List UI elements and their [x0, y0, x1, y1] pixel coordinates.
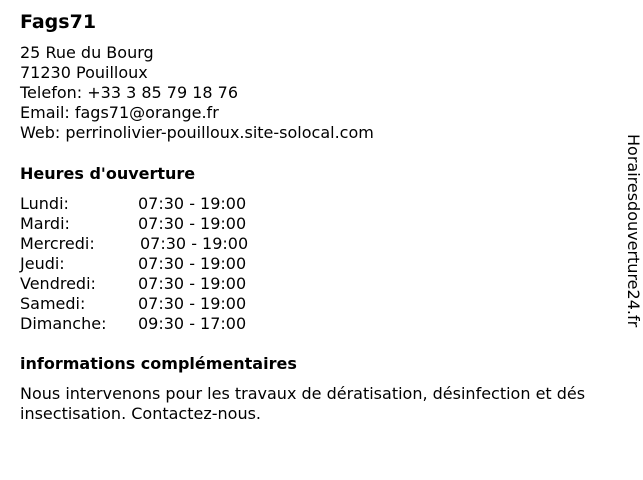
- business-name: Fags71: [20, 11, 97, 33]
- site-watermark: Horairesdouverture24.fr: [624, 134, 643, 328]
- hours-day: Vendredi:: [20, 274, 96, 293]
- description-line: insectisation. Contactez-nous.: [20, 404, 261, 423]
- hours-time: 07:30 - 19:00: [138, 274, 247, 293]
- city-address: 71230 Pouilloux: [20, 63, 148, 82]
- hours-day: Lundi:: [20, 194, 69, 213]
- additional-info-heading: informations complémentaires: [20, 354, 297, 373]
- hours-time: 09:30 - 17:00: [138, 314, 247, 333]
- email-address: Email: fags71@orange.fr: [20, 103, 219, 122]
- hours-row-thursday: [20, 254, 320, 274]
- contact-block: [20, 43, 374, 143]
- hours-time: 07:30 - 19:00: [138, 254, 247, 273]
- hours-time: 07:30 - 19:00: [138, 214, 247, 233]
- additional-info-text: [20, 384, 640, 424]
- hours-time: 07:30 - 19:00: [138, 294, 247, 313]
- street-address: 25 Rue du Bourg: [20, 43, 154, 62]
- hours-row-sunday: [20, 314, 320, 334]
- hours-row-monday: [20, 194, 320, 214]
- hours-day: Mardi:: [20, 214, 70, 233]
- hours-day: Dimanche:: [20, 314, 107, 333]
- hours-day: Samedi:: [20, 294, 86, 313]
- website: Web: perrinolivier-pouilloux.site-solocal.com: [20, 123, 374, 142]
- hours-time: 07:30 - 19:00: [138, 194, 247, 213]
- phone-number: Telefon: +33 3 85 79 18 76: [20, 83, 239, 102]
- opening-hours-heading: Heures d'ouverture: [20, 164, 196, 183]
- hours-row-wednesday: [20, 234, 320, 254]
- description-line: Nous intervenons pour les travaux de dératisation, désinfection et dés: [20, 384, 586, 403]
- hours-time: 07:30 - 19:00: [140, 234, 249, 253]
- hours-row-saturday: [20, 294, 320, 314]
- hours-day: Jeudi:: [20, 254, 65, 273]
- hours-day: Mercredi:: [20, 234, 95, 253]
- opening-hours-table: [20, 194, 320, 334]
- hours-row-tuesday: [20, 214, 320, 234]
- hours-row-friday: [20, 274, 320, 294]
